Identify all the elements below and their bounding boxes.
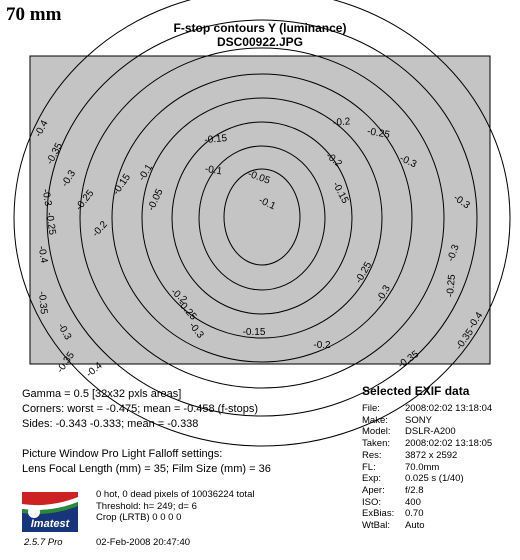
exif-key: File:: [362, 403, 380, 414]
contour-label: -0.2: [90, 219, 110, 240]
exif-key: FL:: [362, 461, 376, 473]
contour-label: -0.3: [59, 168, 79, 189]
contour-label: -0.2: [313, 340, 331, 351]
threshold-text: Threshold: h= 249; d= 6: [96, 500, 197, 512]
focal-length-label: 70 mm: [6, 4, 62, 25]
contour-label: -0.1: [203, 163, 223, 178]
exif-row: [362, 403, 492, 415]
contour-label: -0.2: [323, 150, 344, 170]
contour-label: -0.15: [203, 133, 228, 146]
contour-label: -0.35: [453, 327, 476, 353]
settings-heading: Picture Window Pro Light Falloff settings:: [22, 448, 223, 460]
exif-key: WtBal:: [362, 520, 390, 532]
run-info: [96, 489, 254, 524]
exif-row: [362, 415, 492, 427]
exif-value: 2008:02:02 13:18:04: [405, 403, 493, 414]
plot-title: F-stop contours Y (luminance): [173, 21, 347, 35]
exif-key: ExBias:: [362, 508, 395, 520]
contour-label: -0.2: [168, 286, 189, 306]
contour-label: -0.2: [332, 116, 351, 129]
contour-label: -0.25: [353, 260, 375, 286]
contour-label: -0.25: [73, 188, 97, 213]
contour-label: -0.05: [145, 187, 166, 213]
exif-key: Res:: [362, 449, 382, 461]
exif-title: Selected EXIF data: [362, 384, 470, 398]
contour-label: -0.4: [35, 245, 50, 265]
contour-plot: [30, 56, 490, 380]
exif-key: Exp:: [362, 473, 382, 485]
exif-key: Aper:: [362, 484, 385, 496]
exif-value: 0.70: [405, 508, 424, 520]
contour-label: -0.25: [175, 298, 199, 323]
version-text: 2.5.7 Pro: [24, 537, 63, 548]
exif-row: [362, 462, 492, 474]
exif-row: [362, 426, 492, 438]
contour-label: -0.3: [39, 188, 54, 208]
timestamp: 02-Feb-2008 20:47:40: [96, 537, 191, 548]
plot-subtitle: DSC00922.JPG: [216, 35, 304, 49]
exif-row: [362, 438, 492, 450]
exif-value: 0.025 s (1/40): [405, 473, 464, 485]
exif-value: f/2.8: [405, 484, 424, 496]
contour-label: -0.3: [445, 243, 462, 264]
exif-value: 2008:02:02 13:18:05: [405, 438, 493, 450]
corners-text: Corners: worst = -0.475; mean = -0.458 (f-stops): [22, 403, 258, 415]
exif-row: [362, 450, 492, 462]
exif-value: DSLR-A200: [405, 426, 456, 438]
contour-label: -0.35: [396, 348, 422, 371]
exif-value: Auto: [405, 520, 425, 532]
exif-key: ISO:: [362, 496, 382, 508]
exif-value: SONY: [405, 414, 432, 426]
exif-value: 3872 x 2592: [405, 449, 458, 461]
contour-label: -0.35: [36, 290, 49, 315]
contour-label: -0.25: [43, 211, 58, 236]
plot-area: [30, 56, 490, 364]
gamma-text: Gamma = 0.5 [32x32 pxls areas]: [22, 388, 182, 400]
contour-label: -0.35: [44, 141, 66, 167]
pixel-count: 0 hot, 0 dead pixels of 10036224 total: [96, 489, 255, 500]
contour-label: -0.1: [256, 195, 278, 213]
contour-label: -0.4: [466, 310, 486, 331]
contour-label: -0.15: [110, 172, 133, 198]
contour-label: -0.4: [32, 118, 51, 140]
exif-row: [362, 520, 492, 532]
exif-row: [362, 497, 492, 509]
sides-text: Sides: -0.343 -0.333; mean = -0.338: [22, 418, 199, 430]
exif-list: [362, 403, 492, 532]
contour-label: -0.25: [445, 273, 458, 298]
contour-label: -0.3: [55, 321, 74, 342]
contour-label: -0.3: [374, 283, 393, 304]
exif-key: Taken:: [362, 438, 390, 450]
contour-label: -0.05: [246, 168, 272, 187]
exif-key: Make:: [362, 414, 388, 426]
contour-label: -0.15: [329, 180, 351, 206]
contour-label: -0.3: [186, 320, 206, 341]
contour-label: -0.3: [397, 153, 419, 171]
exif-key: Model:: [362, 426, 391, 438]
contour-label: -0.15: [242, 327, 266, 338]
contour-label: -0.4: [84, 360, 105, 380]
exif-row: [362, 485, 492, 497]
exif-value: 70.0mm: [405, 461, 440, 473]
contour-label: -0.3: [451, 192, 472, 212]
imatest-logo-text: Imatest: [30, 518, 70, 530]
exif-row: [362, 473, 492, 485]
exif-row: [362, 508, 492, 520]
contour-label: -0.25: [366, 126, 391, 141]
exif-value: 400: [405, 496, 421, 508]
contour-label: -0.35: [54, 350, 77, 376]
imatest-logo: [22, 492, 78, 532]
contour-label: -0.1: [136, 162, 156, 183]
lens-settings-text: Lens Focal Length (mm) = 35; Film Size (mm) = 36: [22, 463, 271, 475]
crop-text: Crop (LRTB) 0 0 0 0: [96, 512, 182, 524]
